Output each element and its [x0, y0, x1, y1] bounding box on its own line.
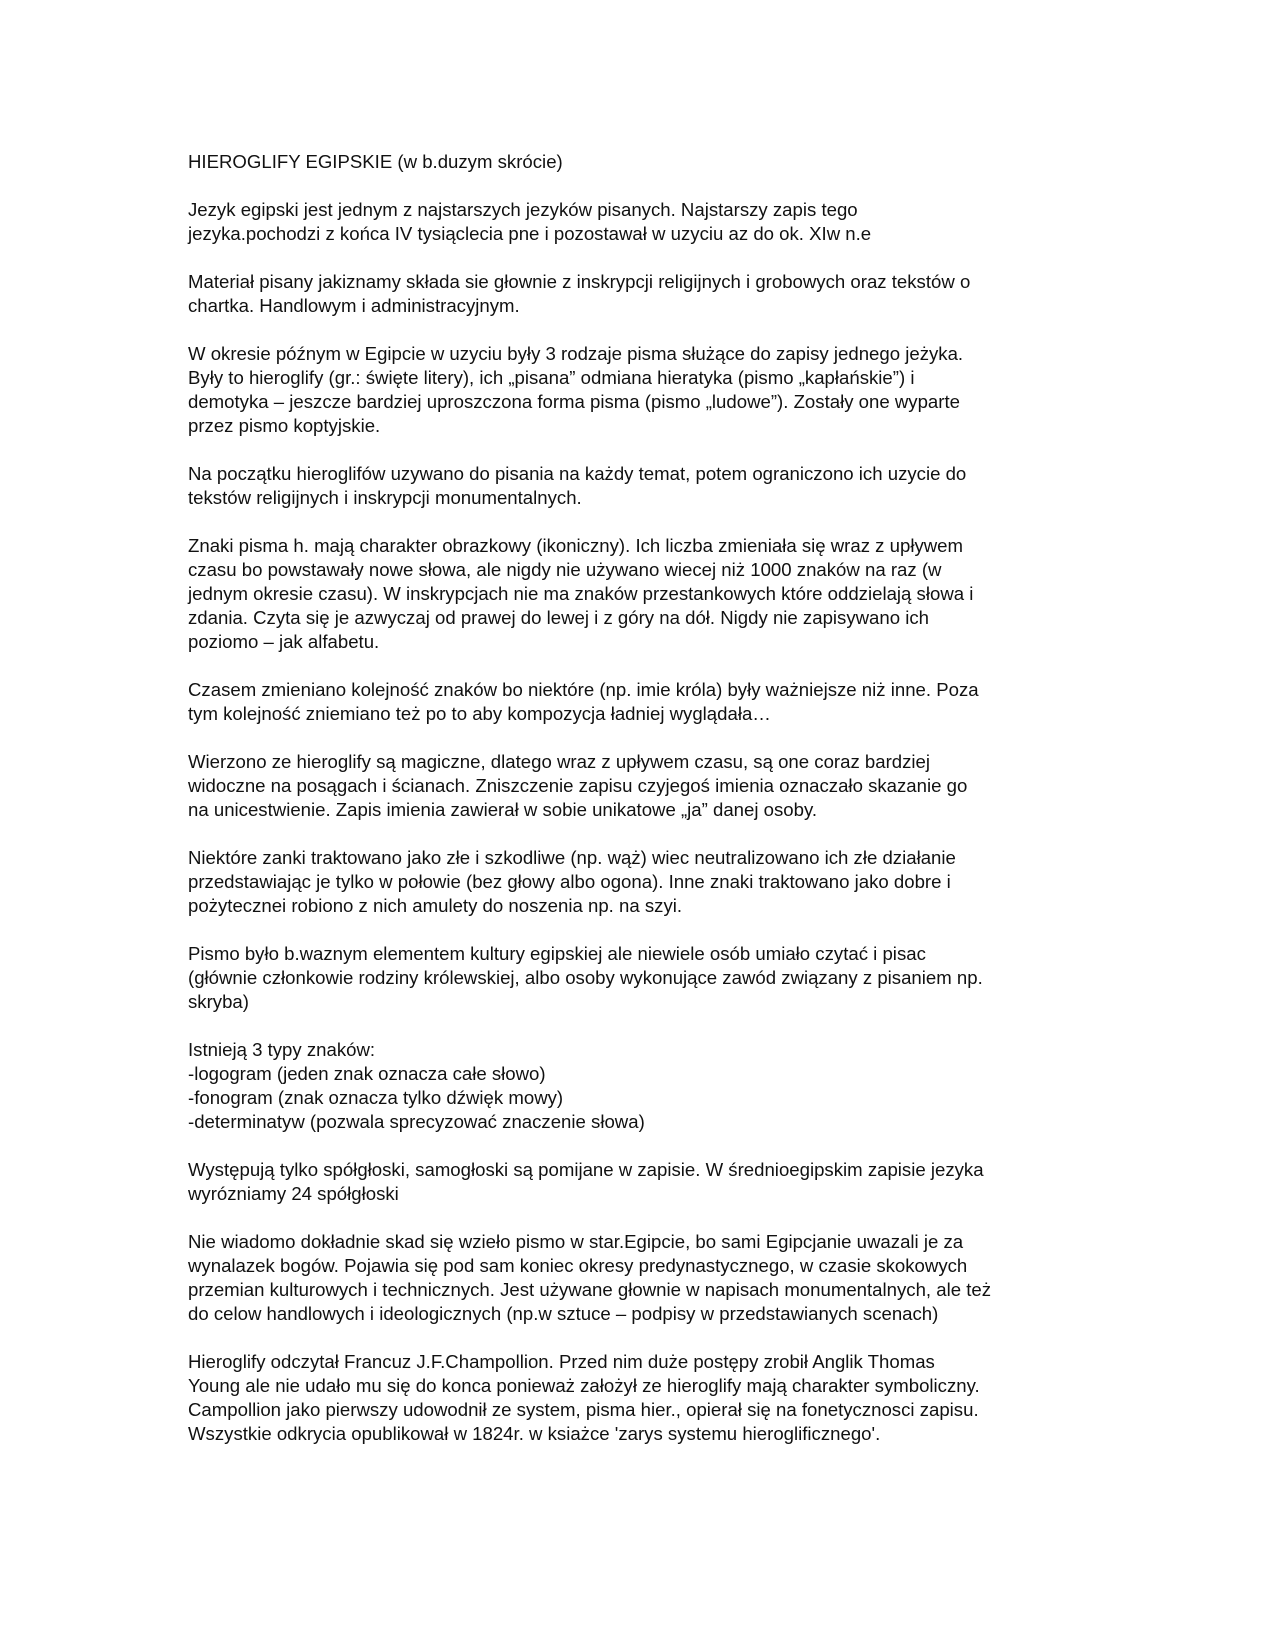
paragraph — [188, 846, 1098, 918]
paragraph-line: Były to hieroglify (gr.: święte litery), ich „pisana” odmiana hieratyka (pismo „kapłańskie”) i — [188, 367, 915, 388]
paragraph-line: Istnieją 3 typy znaków: — [188, 1039, 376, 1060]
paragraph-line: -fonogram (znak oznacza tylko dźwięk mowy) — [188, 1087, 564, 1108]
paragraph — [188, 1038, 1098, 1134]
paragraph-line: demotyka – jeszcze bardziej uproszczona forma pisma (pismo „ludowe”). Zostały one wyparte — [188, 391, 960, 412]
paragraph-line: poziomo – jak alfabetu. — [188, 631, 380, 652]
paragraph-line: Wierzono ze hieroglify są magiczne, dlatego wraz z upływem czasu, są one coraz bardziej — [188, 751, 931, 772]
paragraph — [188, 342, 1098, 438]
paragraph-line: (głównie członkowie rodziny królewskiej, albo osoby wykonujące zawód związany z pisaniem np. — [188, 967, 983, 988]
paragraph-line: Niektóre zanki traktowano jako złe i szkodliwe (np. wąż) wiec neutralizowano ich złe działanie — [188, 847, 956, 868]
paragraph-line: wynalazek bogów. Pojawia się pod sam koniec okresy predynastycznego, w czasie skokowych — [188, 1255, 968, 1276]
paragraph-line: tym kolejność zniemiano też po to aby kompozycja ładniej wyglądała… — [188, 703, 771, 724]
paragraph-line: Nie wiadomo dokładnie skad się wzieło pismo w star.Egipcie, bo sami Egipcjanie uwazali je za — [188, 1231, 964, 1252]
paragraph — [188, 750, 1098, 822]
paragraph-line: Czasem zmieniano kolejność znaków bo niektóre (np. imie króla) były ważniejsze niż inne. Poza — [188, 679, 979, 700]
paragraph-line: Campollion jako pierwszy udowodnił ze system, pisma hier., opierał się na fonetycznosci zapisu. — [188, 1399, 979, 1420]
document-title: HIEROGLIFY EGIPSKIE (w b.duzym skrócie) — [188, 151, 563, 172]
document-body — [188, 198, 1098, 1446]
paragraph — [188, 942, 1098, 1014]
paragraph — [188, 198, 1098, 246]
paragraph-line: widoczne na posągach i ścianach. Zniszczenie zapisu czyjegoś imienia oznaczało skazanie go — [188, 775, 968, 796]
paragraph-line: jednym okresie czasu). W inskrypcjach nie ma znaków przestankowych które oddzielają słowa i — [188, 583, 974, 604]
paragraph — [188, 1230, 1098, 1326]
paragraph-line: Znaki pisma h. mają charakter obrazkowy (ikoniczny). Ich liczba zmieniała się wraz z upływem — [188, 535, 964, 556]
paragraph-line: -determinatyw (pozwala sprecyzować znaczenie słowa) — [188, 1111, 645, 1132]
paragraph — [188, 534, 1098, 654]
paragraph-line: wyrózniamy 24 spółgłoski — [188, 1183, 399, 1204]
paragraph — [188, 270, 1098, 318]
paragraph-line: Jezyk egipski jest jednym z najstarszych jezyków pisanych. Najstarszy zapis tego — [188, 199, 858, 220]
paragraph-line: Hieroglify odczytał Francuz J.F.Champollion. Przed nim duże postępy zrobił Anglik Thomas — [188, 1351, 935, 1372]
paragraph-line: Young ale nie udało mu się do konca ponieważ założył ze hieroglify mają charakter symboliczny. — [188, 1375, 980, 1396]
paragraph-line: pożytecznei robiono z nich amulety do noszenia np. na szyi. — [188, 895, 683, 916]
paragraph-line: czasu bo powstawały nowe słowa, ale nigdy nie używano wiecej niż 1000 znaków na raz (w — [188, 559, 942, 580]
paragraph-line: Materiał pisany jakiznamy składa sie głownie z inskrypcji religijnych i grobowych oraz tekstów o — [188, 271, 971, 292]
paragraph-line: na unicestwienie. Zapis imienia zawierał w sobie unikatowe „ja” danej osoby. — [188, 799, 818, 820]
paragraph — [188, 1158, 1098, 1206]
paragraph-line: zdania. Czyta się je azwyczaj od prawej do lewej i z góry na dół. Nigdy nie zapisywano ich — [188, 607, 930, 628]
paragraph-line: -logogram (jeden znak oznacza całe słowo) — [188, 1063, 546, 1084]
paragraph — [188, 678, 1098, 726]
paragraph-line: tekstów religijnych i inskrypcji monumentalnych. — [188, 487, 582, 508]
document-page — [188, 150, 1098, 1470]
paragraph-line: Występują tylko spółgłoski, samogłoski są pomijane w zapisie. W średnioegipskim zapisie jezyka — [188, 1159, 984, 1180]
paragraph-line: Na początku hieroglifów uzywano do pisania na każdy temat, potem ograniczono ich uzycie do — [188, 463, 967, 484]
paragraph-line: Wszystkie odkrycia opublikował w 1824r. w ksiażce 'zarys systemu hieroglificznego'. — [188, 1423, 881, 1444]
paragraph-line: Pismo było b.waznym elementem kultury egipskiej ale niewiele osób umiało czytać i pisac — [188, 943, 926, 964]
paragraph-line: przemian kulturowych i technicznych. Jest używane głownie w napisach monumentalnych, ale też — [188, 1279, 992, 1300]
paragraph — [188, 1350, 1098, 1446]
paragraph-line: W okresie późnym w Egipcie w uzyciu były 3 rodzaje pisma służące do zapisy jednego jeżyka. — [188, 343, 964, 364]
paragraph-line: chartka. Handlowym i administracyjnym. — [188, 295, 520, 316]
paragraph-line: przedstawiając je tylko w połowie (bez głowy albo ogona). Inne znaki traktowano jako dobre i — [188, 871, 951, 892]
paragraph-line: jezyka.pochodzi z końca IV tysiąclecia pne i pozostawał w uzyciu az do ok. XIw n.e — [188, 223, 872, 244]
paragraph — [188, 462, 1098, 510]
paragraph-line: do celow handlowych i ideologicznych (np.w sztuce – podpisy w przedstawianych scenach) — [188, 1303, 939, 1324]
paragraph-line: skryba) — [188, 991, 249, 1012]
paragraph-line: przez pismo koptyjskie. — [188, 415, 381, 436]
